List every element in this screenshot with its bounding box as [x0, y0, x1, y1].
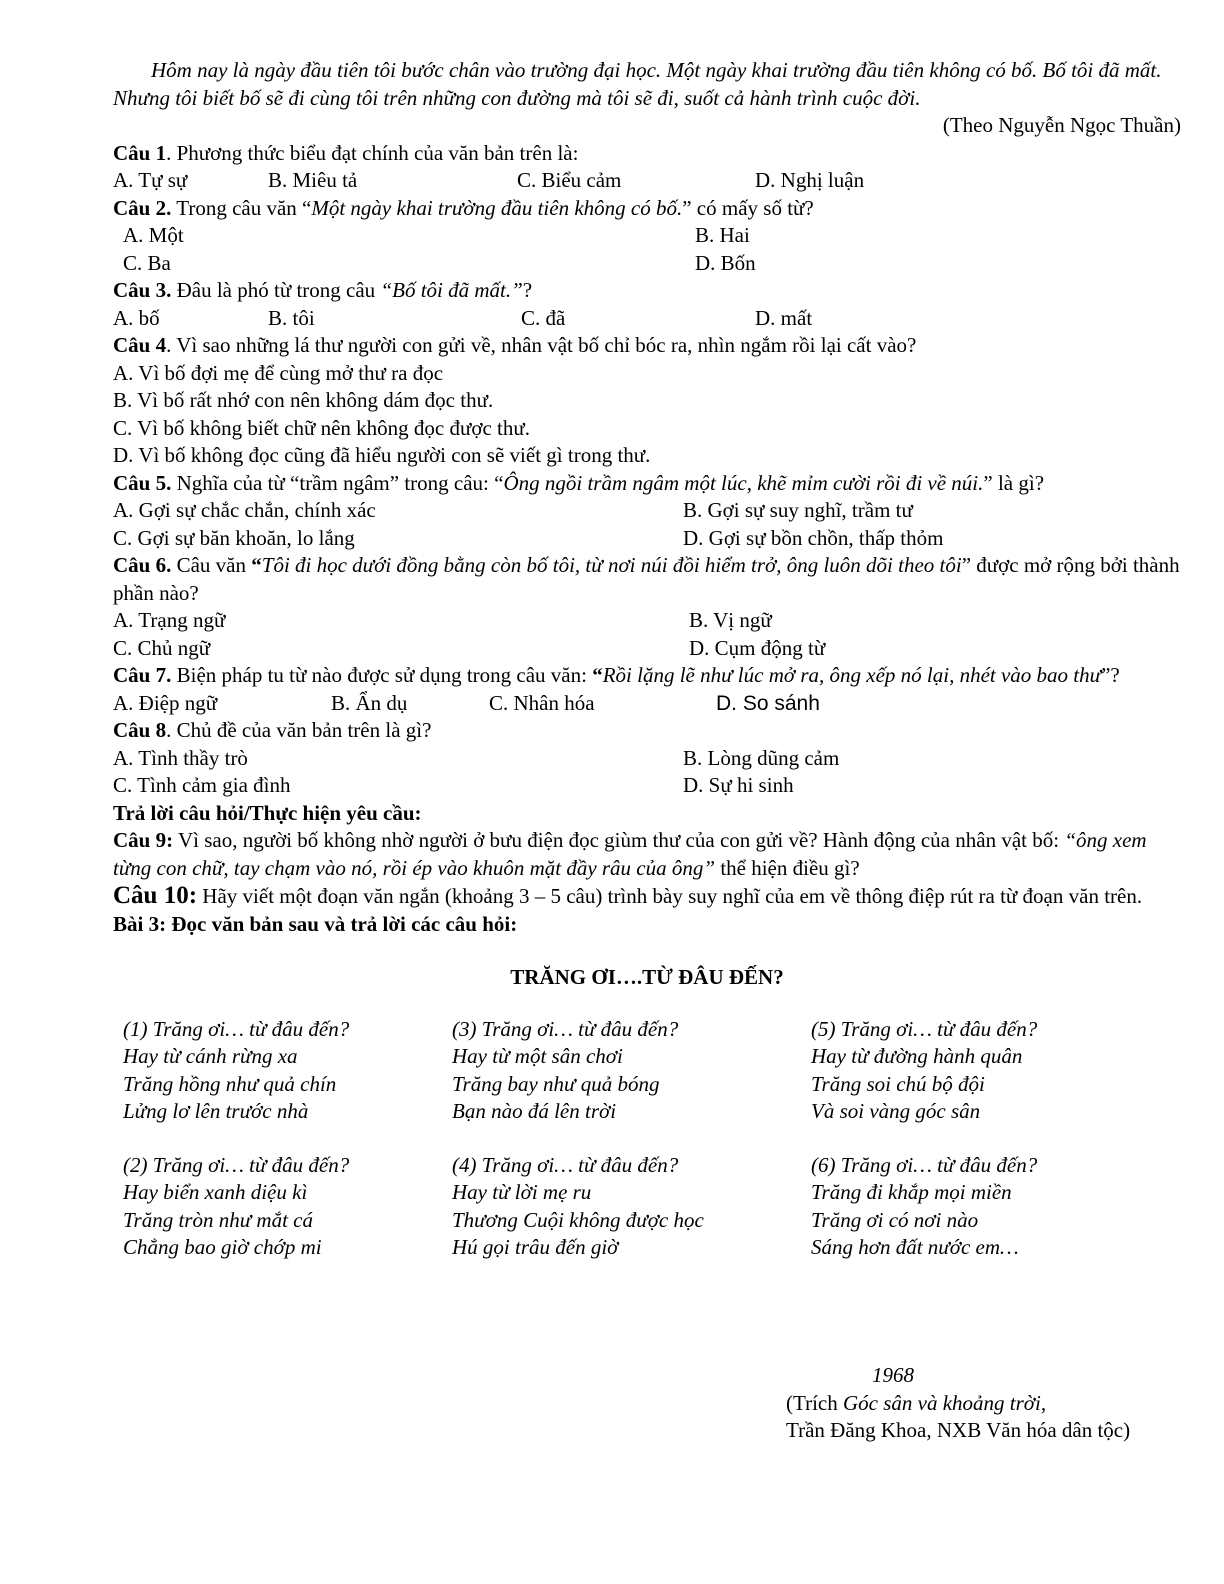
question-label: Câu 4 — [113, 333, 167, 357]
poem-line: Trăng đi khắp mọi miền — [811, 1180, 1012, 1204]
question-label: Câu 6. — [113, 553, 172, 577]
stanza-3 — [452, 1016, 678, 1126]
option-a: A. Vì bố đợi mẹ để cùng mở thư ra đọc — [113, 360, 444, 385]
question-text-end: ” được mở rộng bởi thành phần nào? — [113, 553, 1180, 605]
option-a: A. Tình thầy trò — [113, 745, 248, 770]
option-b: B. Vị ngữ — [689, 608, 772, 632]
option-a: A. Điệp ngữ — [113, 690, 218, 715]
option-c: C. đã — [521, 305, 566, 330]
option-d: D. Gợi sự bồn chồn, thấp thỏm — [683, 525, 944, 550]
option-b: B. Miêu tả — [268, 168, 358, 192]
question-quote: “Bố tôi đã mất.” — [380, 278, 523, 302]
question-text-end: ? — [522, 278, 533, 302]
question-quote: Ông ngồi trầm ngâm một lúc, khẽ mỉm cười rồi đi về núi. — [503, 470, 984, 495]
poem-line: Chẳng bao giờ chớp mi — [123, 1235, 322, 1259]
question-quote: Một ngày khai trường đầu tiên không có bố. — [311, 195, 683, 220]
question-text: . Chủ đề của văn bản trên là gì? — [166, 718, 432, 742]
question-text: Hãy viết một đoạn văn ngắn (khoảng 3 – 5 câu) trình bày suy nghĩ của em về thông điệp rút ra từ đoạn văn trên. — [197, 884, 1143, 908]
question-8 — [113, 717, 1181, 745]
poem-line: Hay từ đường hành quân — [811, 1044, 1023, 1068]
question-label: Câu 3. — [113, 278, 172, 302]
question-quote: Rồi lặng lẽ như lúc mở ra, ông xếp nó lại, nhét vào bao thư — [602, 663, 1102, 687]
worksheet-page — [113, 57, 1181, 1442]
poem-line: Hay từ một sân chơi — [452, 1044, 623, 1068]
poem-line: Trăng tròn như mắt cá — [123, 1207, 313, 1232]
question-3 — [113, 277, 1181, 305]
stanza-4 — [452, 1152, 704, 1262]
poem-line: Sáng hơn đất nước em… — [811, 1235, 1019, 1259]
question-text: Đâu là phó từ trong câu — [171, 278, 381, 302]
poem-line: (3) Trăng ơi… từ đâu đến? — [452, 1016, 679, 1041]
option-b: B. Lòng dũng cảm — [683, 745, 840, 770]
option-a: A. Một — [123, 223, 184, 247]
option-c: C. Ba — [123, 250, 171, 275]
poem-line: Trăng bay như quả bóng — [452, 1071, 660, 1096]
stanza-1 — [123, 1016, 349, 1126]
option-c: C. Vì bố không biết chữ nên không đọc được thư. — [113, 415, 530, 440]
poem-line: Thương Cuội không được học — [452, 1207, 704, 1232]
q1-options — [113, 167, 1181, 195]
q7-options — [113, 690, 1181, 718]
question-text: Nghĩa của từ “trầm ngâm” trong câu: “ — [171, 470, 504, 495]
option-c: C. Nhân hóa — [489, 690, 595, 715]
poem-line: Hay từ cánh rừng xa — [123, 1044, 298, 1068]
option-c: C. Gợi sự băn khoăn, lo lắng — [113, 525, 355, 550]
option-c: C. Tình cảm gia đình — [113, 773, 291, 797]
poem-line: Hú gọi trâu đến giờ — [452, 1235, 619, 1259]
option-b: B. Vì bố rất nhớ con nên không dám đọc thư. — [113, 388, 494, 412]
question-6 — [113, 552, 1181, 607]
q3-options — [113, 305, 1181, 333]
poem-line: (2) Trăng ơi… từ đâu đến? — [123, 1152, 350, 1177]
question-text: Câu văn — [171, 553, 252, 577]
question-5 — [113, 470, 1181, 498]
option-d: D. Bốn — [695, 250, 756, 275]
citation-book-title: Góc sân và khoảng trời — [842, 1390, 1041, 1415]
q2-options-row1 — [113, 222, 1181, 250]
poem-title: TRĂNG ƠI….TỪ ĐÂU ĐẾN? — [510, 965, 784, 989]
q6-options-row2 — [113, 635, 1181, 663]
q8-options-row1 — [113, 745, 1181, 773]
poem-year: 1968 — [872, 1363, 914, 1387]
citation-line-2: Trần Đăng Khoa, NXB Văn hóa dân tộc) — [786, 1418, 1131, 1442]
stanza-2 — [123, 1152, 349, 1262]
option-b: B. tôi — [268, 305, 315, 330]
q6-options-row1 — [113, 607, 1181, 635]
question-quote: Tôi đi học dưới đồng bằng còn bố tôi, từ nơi núi đồi hiểm trở, ông luôn dõi theo tôi — [261, 553, 962, 577]
option-c: C. Biểu cảm — [517, 168, 622, 192]
option-b: B. Hai — [695, 223, 750, 247]
question-text-end: ” là gì? — [983, 470, 1045, 495]
citation-comma: , — [1040, 1390, 1047, 1415]
section-heading-answers: Trả lời câu hỏi/Thực hiện yêu cầu: — [113, 800, 422, 825]
option-a: A. bố — [113, 305, 160, 330]
question-10 — [113, 882, 1181, 911]
option-b: B. Gợi sự suy nghĩ, trầm tư — [683, 498, 913, 522]
question-text: . Vì sao những lá thư người con gửi về, nhân vật bố chỉ bóc ra, nhìn ngắm rồi lại cất vào? — [166, 333, 917, 357]
question-text-end: ” có mấy số từ? — [682, 195, 814, 220]
stanza-6 — [811, 1152, 1037, 1262]
option-c: C. Chủ ngữ — [113, 635, 211, 660]
poem-line: (4) Trăng ơi… từ đâu đến? — [452, 1152, 679, 1177]
question-text-end: thể hiện điều gì? — [715, 855, 860, 880]
option-a: A. Trạng ngữ — [113, 608, 226, 632]
question-7 — [113, 662, 1181, 690]
question-label: Câu 10: — [113, 882, 198, 909]
poem-citation — [786, 1362, 1186, 1445]
question-label: Câu 7. — [113, 663, 172, 687]
question-text: Trong câu văn “ — [171, 195, 312, 220]
question-label: Câu 5. — [113, 470, 172, 495]
q2-options-row2 — [113, 250, 1181, 278]
question-text: Biện pháp tu từ nào được sử dụng trong câu văn: — [171, 663, 593, 687]
poem-line: Lửng lơ lên trước nhà — [123, 1099, 309, 1123]
reading-passage: Hôm nay là ngày đầu tiên tôi bước chân vào trường đại học. Một ngày khai trường đầu tiên không có bố. Bố tôi đã mất. Nhưng tôi biết bố sẽ đi cùng tôi trên những con đường mà tôi sẽ đi, suốt cả hành trình cuộc đời. — [113, 58, 1162, 110]
poem-line: Hay từ lời mẹ ru — [452, 1180, 592, 1204]
poem-line: (1) Trăng ơi… từ đâu đến? — [123, 1016, 350, 1041]
option-d: D. Nghị luận — [755, 168, 865, 192]
passage-source: (Theo Nguyễn Ngọc Thuần) — [942, 113, 1181, 137]
poem-line: (6) Trăng ơi… từ đâu đến? — [811, 1152, 1038, 1177]
poem-line: Hay biển xanh diệu kì — [123, 1180, 308, 1204]
q8-options-row2 — [113, 772, 1181, 800]
section-heading-bai3: Bài 3: Đọc văn bản sau và trả lời các câu hỏi: — [113, 911, 518, 936]
question-label: Câu 1 — [113, 140, 167, 165]
question-text: . Phương thức biểu đạt chính của văn bản trên là: — [166, 140, 579, 165]
poem-line: Bạn nào đá lên trời — [452, 1099, 617, 1123]
question-label: Câu 9: — [113, 828, 174, 852]
question-2 — [113, 195, 1181, 223]
option-d: D. Vì bố không đọc cũng đã hiểu người con sẽ viết gì trong thư. — [113, 443, 651, 467]
question-quote: “ông xem từng con chữ, tay chạm vào nó, rồi ép vào khuôn mặt đầy râu của ông” — [113, 828, 1147, 880]
citation-prefix: (Trích — [786, 1390, 843, 1415]
option-a: A. Gợi sự chắc chắn, chính xác — [113, 498, 376, 522]
option-d: D. mất — [755, 305, 813, 330]
citation-line-1 — [786, 1390, 1186, 1418]
question-text-end: ”? — [1101, 663, 1120, 687]
q5-options-row2 — [113, 525, 1181, 553]
poem-line: Trăng ơi có nơi nào — [811, 1207, 979, 1232]
poem-line: Và soi vàng góc sân — [811, 1099, 981, 1123]
question-9 — [113, 827, 1181, 882]
q5-options-row1 — [113, 497, 1181, 525]
option-d: D. Cụm động từ — [689, 635, 826, 660]
option-d: D. Sự hi sinh — [683, 773, 794, 797]
poem-line: Trăng hồng như quả chín — [123, 1071, 337, 1096]
question-1 — [113, 140, 1181, 168]
quote-mark: “ — [592, 663, 603, 687]
poem-line: Trăng soi chú bộ đội — [811, 1071, 985, 1096]
question-4 — [113, 332, 1181, 360]
quote-mark: “ — [251, 553, 262, 577]
poem-line: (5) Trăng ơi… từ đâu đến? — [811, 1016, 1038, 1041]
option-a: A. Tự sự — [113, 168, 188, 192]
stanza-5 — [811, 1016, 1037, 1126]
question-label: Câu 8 — [113, 718, 167, 742]
option-d: D. So sánh — [716, 691, 820, 715]
question-text: Vì sao, người bố không nhờ người ở bưu điện đọc giùm thư của con gửi về? Hành động của nhân vật bố: — [173, 828, 1065, 852]
poem — [113, 1016, 1181, 1306]
question-label: Câu 2. — [113, 195, 172, 220]
option-b: B. Ẩn dụ — [331, 690, 408, 715]
